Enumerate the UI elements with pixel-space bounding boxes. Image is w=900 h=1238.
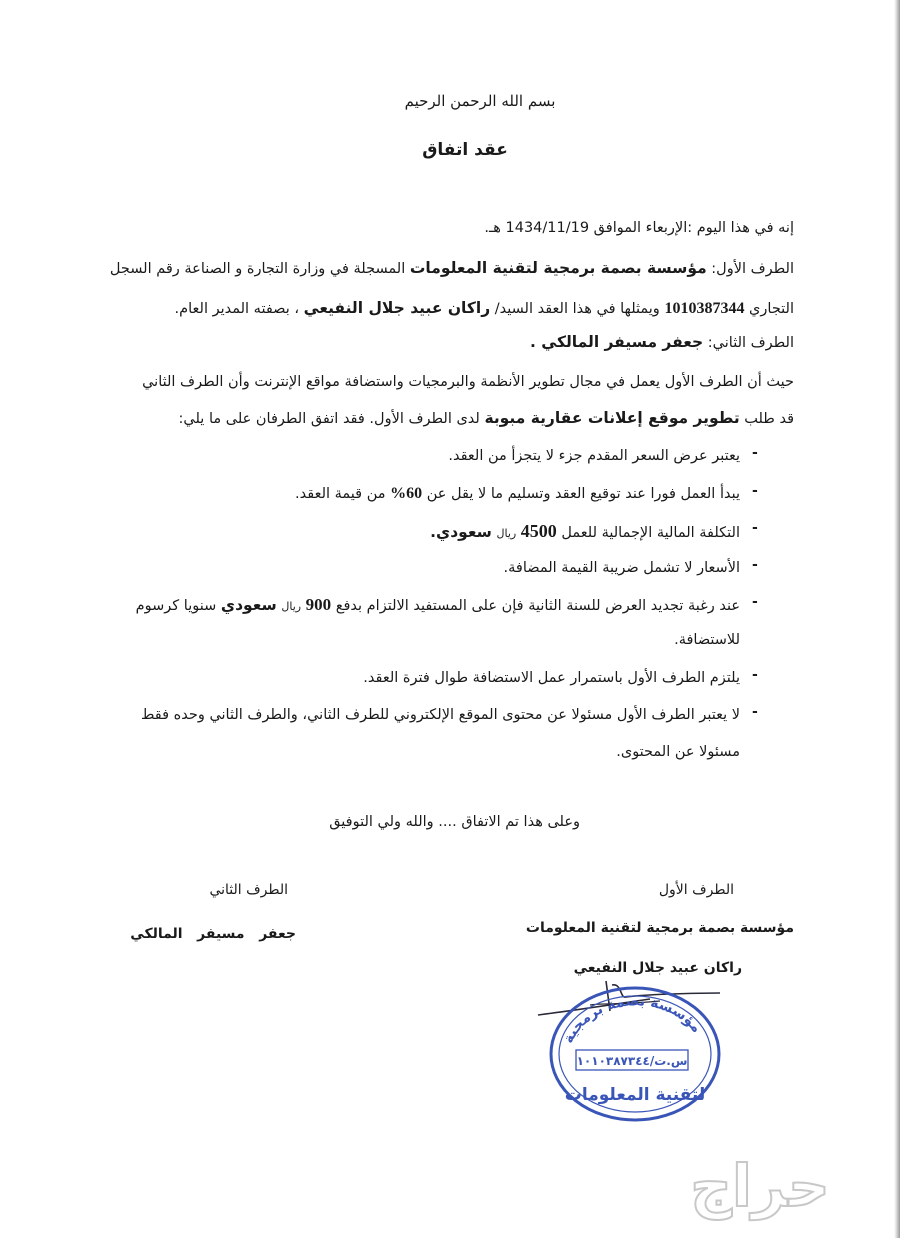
haraj-watermark: [660, 1148, 860, 1228]
currency-saudi: سعودي: [220, 596, 277, 614]
party2-name: جعفر مسيفر المالكي .: [530, 333, 704, 351]
party2-label: الطرف الثاني:: [707, 335, 794, 351]
party1-line2: [175, 298, 794, 319]
down-payment-percent: 60%: [390, 485, 423, 502]
bullet-dash: -: [752, 557, 758, 573]
currency-riyal: ريال: [281, 600, 302, 613]
term-7-line2: مسئولا عن المحتوى.: [616, 744, 740, 760]
term-6: يلتزم الطرف الأول باستمرار عمل الاستضافة طوال فترة العقد.: [363, 670, 740, 686]
preamble-line1: حيث أن الطرف الأول يعمل في مجال تطوير الأنظمة والبرمجيات واستضافة مواقع الإنترنت وأن الطرف الثاني: [142, 374, 794, 390]
party1-registration: المسجلة في وزارة التجارة و الصناعة رقم السجل: [109, 261, 406, 277]
contract-title: عقد اتفاق: [422, 140, 508, 160]
term-2-part-a: يبدأ العمل فورا عند توقيع العقد وتسليم ما لا يقل عن: [426, 486, 740, 502]
preamble-part-c: لدى الطرف الأول. فقد اتفق الطرفان على ما يلي:: [178, 411, 480, 427]
closing-text: وعلى هذا تم الاتفاق .... والله ولي التوفيق: [329, 814, 580, 830]
total-cost: 4500: [520, 521, 557, 541]
stamp-cr-text: س.ت/١٠١٠٣٨٧٣٤٤: [576, 1054, 688, 1068]
bullet-dash: -: [752, 594, 758, 610]
term-4: الأسعار لا تشمل ضريبة القيمة المضافة.: [503, 560, 740, 576]
stamp-top-text: مؤسسة بصمة برمجية: [560, 993, 705, 1046]
bullet-dash: -: [752, 667, 758, 683]
rep-text: ويمثلها في هذا العقد السيد/: [494, 301, 660, 317]
basmala: بسم الله الرحمن الرحيم: [404, 92, 556, 110]
bullet-dash: -: [752, 520, 758, 536]
term-3: [430, 521, 740, 544]
watermark-text: حراج: [690, 1152, 830, 1220]
party1-label: الطرف الأول:: [711, 261, 794, 277]
term-2-part-c: من قيمة العقد.: [295, 486, 386, 502]
term-3-part-a: التكلفة المالية الإجمالية للعمل: [561, 525, 740, 541]
page-edge-shadow: [894, 0, 900, 1238]
currency-saudi: سعودي.: [430, 523, 492, 541]
term-5-part-e: سنويا كرسوم: [135, 598, 217, 614]
preamble-part-a: قد طلب: [744, 411, 794, 427]
first-party-label: الطرف الأول: [658, 882, 734, 898]
party2-line: [530, 332, 794, 353]
hosting-fee: 900: [305, 595, 332, 614]
project-title: تطوير موقع إعلانات عقارية مبوبة: [484, 409, 740, 427]
bullet-dash: -: [752, 483, 758, 499]
bullet-dash: -: [752, 704, 758, 720]
currency-riyal: ريال: [496, 527, 517, 540]
term-1: يعتبر عرض السعر المقدم جزء لا يتجزأ من العقد.: [448, 448, 740, 464]
date-line: إنه في هذا اليوم :الإربعاء الموافق 1434/11/19 هـ.: [484, 220, 794, 236]
second-party-label: الطرف الثاني: [209, 882, 288, 898]
bullet-dash: -: [752, 445, 758, 461]
term-2: [295, 484, 740, 504]
party1-company: مؤسسة بصمة برمجية لتقنية المعلومات: [409, 259, 707, 277]
term-5-line1: [136, 595, 740, 617]
stamp-bottom-text: لتقنية المعلومات: [564, 1085, 706, 1105]
first-party-company: مؤسسة بصمة برمجية لتقنية المعلومات: [525, 920, 794, 936]
term-5-part-a: عند رغبة تجديد العرض للسنة الثانية فإن على المستفيد الالتزام بدفع: [335, 598, 740, 614]
company-stamp: [540, 978, 730, 1128]
party1-line1: [110, 258, 794, 279]
preamble-line2: [179, 408, 794, 429]
term-7-line1: لا يعتبر الطرف الأول مسئولا عن محتوى الموقع الإلكتروني للطرف الثاني، والطرف الثاني وحده فقط: [141, 707, 740, 723]
cr-number: 1010387344: [664, 300, 745, 317]
rep-name: راكان عبيد جلال النفيعي: [303, 299, 491, 317]
first-party-person: راكان عبيد جلال النفيعي: [573, 960, 742, 976]
term-5-line2: للاستضافة.: [674, 632, 740, 648]
second-party-name: جعفر مسيفر المالكي: [130, 926, 296, 942]
rep-title: ، بصفته المدير العام.: [174, 301, 300, 317]
cr-prefix: التجاري: [749, 301, 794, 317]
